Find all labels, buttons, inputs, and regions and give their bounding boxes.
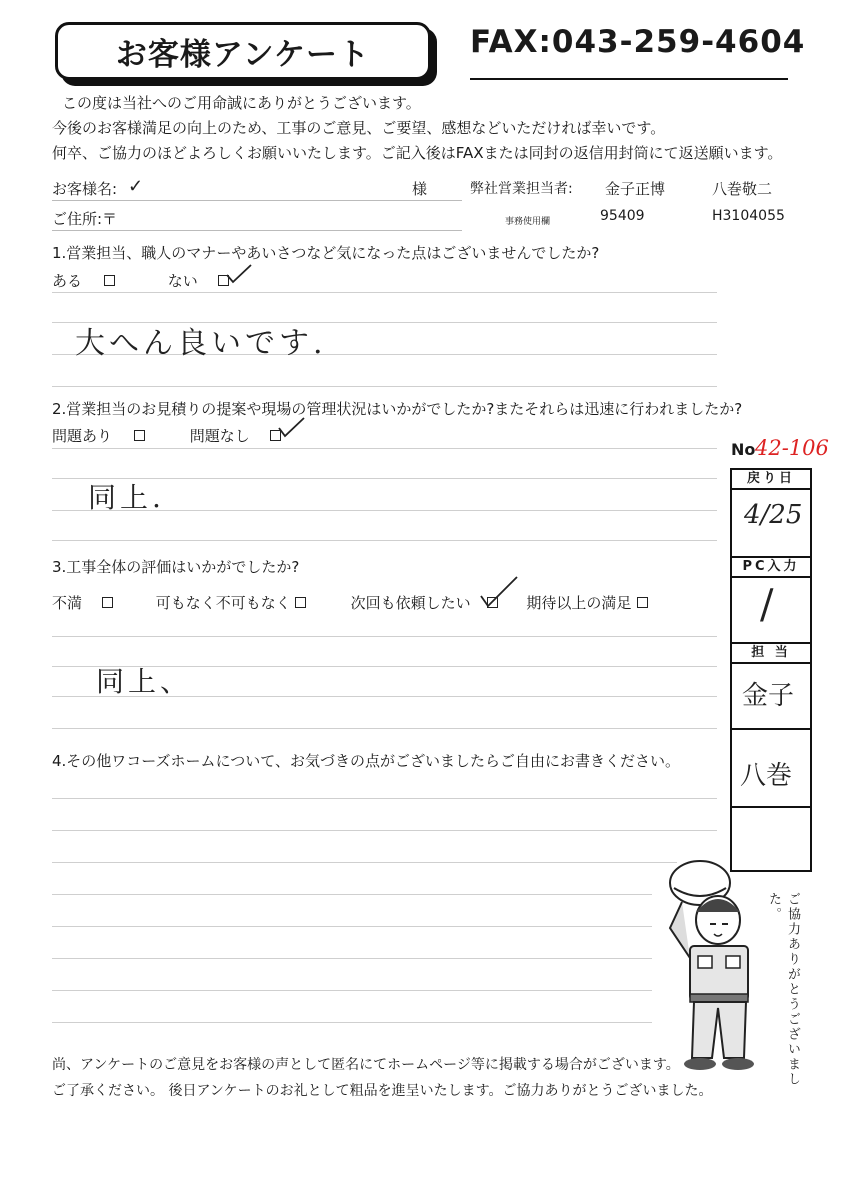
- address-label: ご住所:〒: [52, 210, 118, 228]
- header-rule: [470, 78, 788, 80]
- ruled-line: [52, 894, 652, 895]
- office-use-label: 事務使用欄: [505, 217, 551, 227]
- return-date-value: 4/25: [744, 500, 803, 530]
- question-3-options: [52, 592, 648, 613]
- answer-2-handwriting: 同上.: [88, 481, 165, 514]
- option-aru: ある: [52, 272, 83, 290]
- question-3-text: 3.工事全体の評価はいかがでしたか?: [52, 558, 300, 576]
- intro-line-2: 今後のお客様満足の向上のため、工事のご意見、ご要望、感想などいただければ幸いです。: [52, 119, 666, 137]
- check-mark-q3: [478, 574, 520, 610]
- ruled-line: [52, 798, 717, 799]
- intro-line-3: 何卒、ご協力のほどよろしくお願いいたします。ご記入後はFAXまたは同封の返信用封筒にて返送願います。: [52, 144, 783, 162]
- footer-line-2: ご了承ください。 後日アンケートのお礼として粗品を進呈いたします。ご協力ありがとうございました。: [52, 1083, 713, 1099]
- office-no-value: 42-106: [755, 436, 829, 460]
- ruled-line: [52, 728, 717, 729]
- question-2-options: [52, 425, 281, 446]
- option-nai: ない: [167, 272, 198, 290]
- ruled-line: [52, 636, 717, 637]
- office-code-1: 95409: [600, 208, 645, 224]
- customer-name-mark: ✓: [128, 176, 144, 197]
- honorific: 様: [412, 180, 428, 198]
- check-mark-q2: [276, 414, 306, 440]
- option-mondai-nashi: 問題なし: [189, 427, 250, 445]
- stamp-divider: [732, 806, 810, 808]
- address-line: [52, 230, 462, 231]
- fax-number: FAX:043-259-4604: [470, 24, 806, 60]
- thanks-vertical-text: ご協力ありがとうございました。: [766, 892, 800, 1087]
- answer-1-handwriting: 大へん良いです.: [75, 326, 327, 361]
- checkbox-fuman[interactable]: [102, 597, 113, 608]
- return-date-header: 戻り日: [732, 468, 810, 490]
- office-stamp-box: [730, 468, 812, 872]
- option-kitai-ijou: 期待以上の満足: [526, 594, 632, 612]
- ruled-line: [52, 540, 717, 541]
- staff-label: 弊社営業担当者:: [470, 181, 573, 197]
- ruled-line: [52, 448, 717, 449]
- checkbox-kitai-ijou[interactable]: [637, 597, 648, 608]
- ruled-line: [52, 1022, 652, 1023]
- stamp-divider: [732, 728, 810, 730]
- office-code-2: H3104055: [712, 208, 785, 224]
- question-4-text: 4.その他ワコーズホームについて、お気づきの点がございましたらご自由にお書きください。: [52, 752, 680, 770]
- footer-line-1: 尚、アンケートのご意見をお客様の声として匿名にてホームページ等に掲載する場合がございます。: [52, 1057, 680, 1073]
- ruled-line: [52, 292, 717, 293]
- ruled-line: [52, 958, 652, 959]
- checkbox-aru[interactable]: [104, 275, 115, 286]
- intro-line-1: この度は当社へのご用命誠にありがとうございます。: [62, 94, 421, 112]
- customer-name-label: お客様名:: [52, 180, 118, 198]
- worker-mascot-illustration: [660, 858, 770, 1078]
- pc-input-value: /: [760, 582, 774, 628]
- survey-title-box: [55, 22, 431, 80]
- charge-value-2: 八巻: [740, 761, 793, 791]
- option-mondai-ari: 問題あり: [52, 427, 113, 445]
- ruled-line: [52, 990, 652, 991]
- option-ka-mo-naku: 可もなく不可もなく: [155, 594, 291, 612]
- checkbox-ka-mo-naku[interactable]: [295, 597, 306, 608]
- office-no-label: No: [731, 440, 756, 459]
- question-1-text: 1.営業担当、職人のマナーやあいさつなど気になった点はございませんでしたか?: [52, 244, 600, 262]
- charge-header: 担 当: [732, 642, 810, 664]
- ruled-line: [52, 926, 652, 927]
- question-1-options: [52, 270, 229, 291]
- checkbox-mondai-ari[interactable]: [134, 430, 145, 441]
- option-fuman: 不満: [52, 594, 83, 612]
- ruled-line: [52, 386, 717, 387]
- staff-name-1: 金子正博: [605, 180, 666, 198]
- charge-value-1: 金子: [742, 681, 795, 711]
- staff-name-2: 八巻敬二: [712, 180, 773, 198]
- ruled-line: [52, 830, 717, 831]
- check-mark-q1: [224, 262, 254, 286]
- ruled-line: [52, 862, 677, 863]
- survey-title: お客様アンケート: [115, 37, 371, 73]
- customer-name-line: [52, 200, 462, 201]
- question-2-text: 2.営業担当のお見積りの提案や現場の管理状況はいかがでしたか?またそれらは迅速に行われましたか?: [52, 400, 743, 418]
- pc-input-header: PC入力: [732, 556, 810, 578]
- answer-3-handwriting: 同上、: [96, 665, 193, 698]
- option-jikai-irai: 次回も依頼したい: [350, 594, 471, 612]
